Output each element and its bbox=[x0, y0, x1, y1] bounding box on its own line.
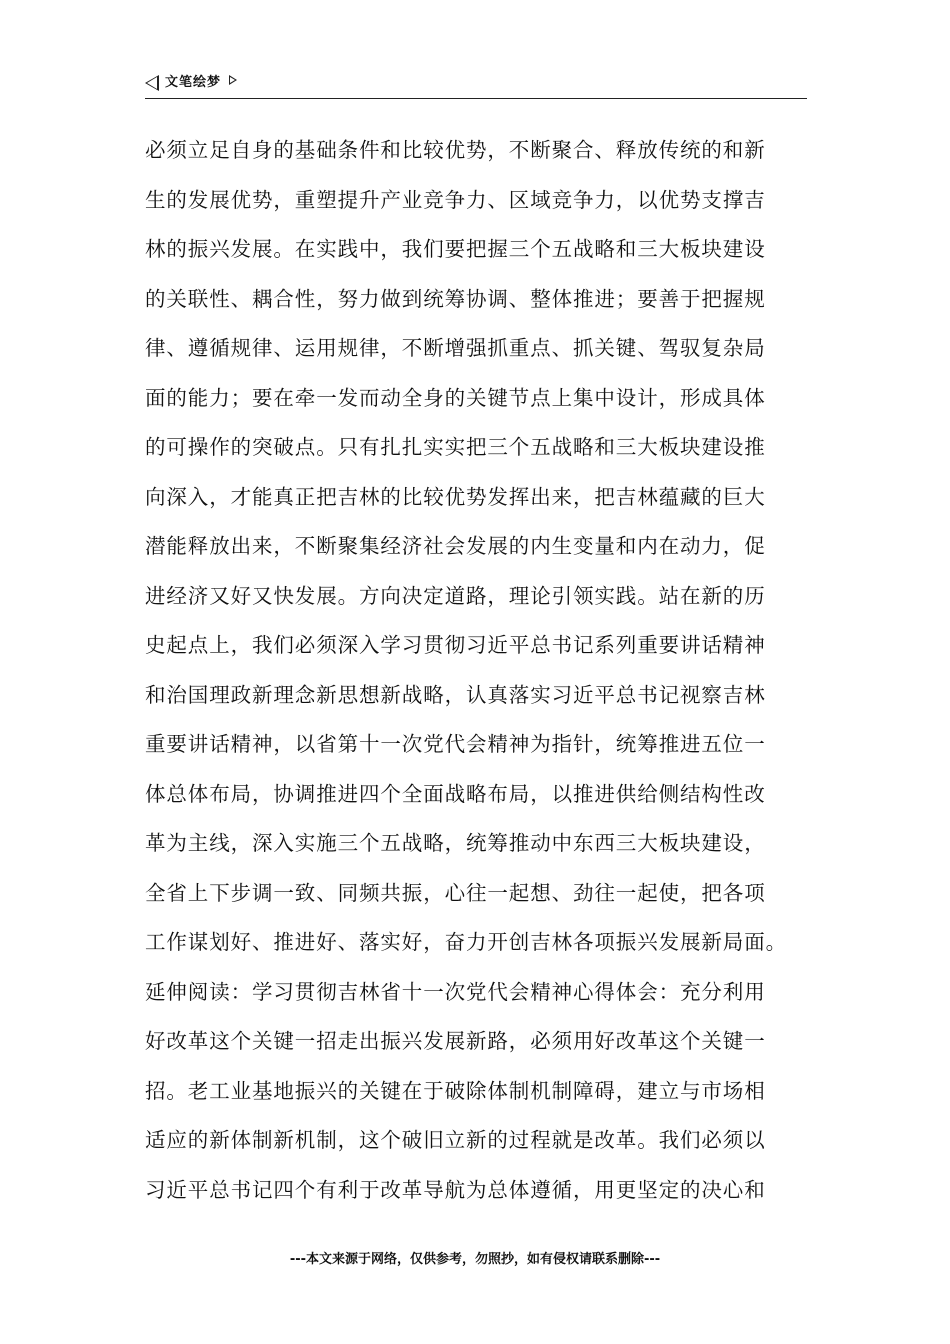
text-line: 适应的新体制新机制，这个破旧立新的过程就是改革。我们必须以 bbox=[145, 1128, 766, 1152]
text-line: 向深入，才能真正把吉林的比较优势发挥出来，把吉林蕴藏的巨大 bbox=[145, 484, 766, 509]
text-line: 的可操作的突破点。只有扎扎实实把三个五战略和三大板块建设推 bbox=[145, 435, 766, 459]
text-line: 革为主线，深入实施三个五战略，统筹推动中东西三大板块建设， bbox=[145, 831, 766, 855]
header-brand bbox=[145, 74, 237, 92]
text-line: 习近平总书记四个有利于改革导航为总体遵循，用更坚定的决心和 bbox=[145, 1177, 766, 1202]
text-line: 必须立足自身的基础条件和比较优势，不断聚合、释放传统的和新 bbox=[145, 138, 766, 162]
text-line: 全省上下步调一致、同频共振，心往一起想、劲往一起使，把各项 bbox=[145, 880, 766, 905]
text-line: 史起点上，我们必须深入学习贯彻习近平总书记系列重要讲话精神 bbox=[145, 633, 766, 657]
text-line: 和治国理政新理念新思想新战略，认真落实习近平总书记视察吉林 bbox=[145, 682, 766, 707]
text-line: 林的振兴发展。在实践中，我们要把握三个五战略和三大板块建设 bbox=[145, 237, 766, 261]
text-line: 律、遵循规律、运用规律，不断增强抓重点、抓关键、驾驭复杂局 bbox=[145, 336, 766, 360]
text-line: 好改革这个关键一招走出振兴发展新路，必须用好改革这个关键一 bbox=[145, 1029, 766, 1053]
text-line: 延伸阅读：学习贯彻吉林省十一次党代会精神心得体会：充分利用 bbox=[145, 979, 766, 1004]
text-line: 面的能力；要在牵一发而动全身的关键节点上集中设计，形成具体 bbox=[145, 385, 766, 410]
text-line: 招。老工业基地振兴的关键在于破除体制机制障碍，建立与市场相 bbox=[145, 1078, 766, 1103]
triangle-right-icon bbox=[229, 75, 237, 85]
text-line: 重要讲话精神，以省第十一次党代会精神为指针，统筹推进五位一 bbox=[145, 732, 766, 756]
header-title: 文笔绘梦 bbox=[165, 75, 222, 90]
text-line: 进经济又好又快发展。方向决定道路，理论引领实践。站在新的历 bbox=[145, 583, 766, 608]
footer-disclaimer: ---本文来源于网络，仅供参考，勿照抄，如有侵权请联系删除--- bbox=[289, 1252, 661, 1267]
text-line: 的关联性、耦合性，努力做到统筹协调、整体推进；要善于把握规 bbox=[145, 286, 766, 311]
text-line: 工作谋划好、推进好、落实好，奋力开创吉林各项振兴发展新局面。 bbox=[145, 930, 787, 954]
text-line: 生的发展优势，重塑提升产业竞争力、区域竞争力，以优势支撑吉 bbox=[145, 187, 766, 212]
page-header bbox=[145, 72, 807, 99]
text-line: 潜能释放出来，不断聚集经济社会发展的内生变量和内在动力，促 bbox=[145, 534, 766, 558]
document-body bbox=[145, 126, 835, 1215]
triangle-left-icon bbox=[145, 75, 159, 91]
text-line: 体总体布局，协调推进四个全面战略布局，以推进供给侧结构性改 bbox=[145, 781, 766, 806]
